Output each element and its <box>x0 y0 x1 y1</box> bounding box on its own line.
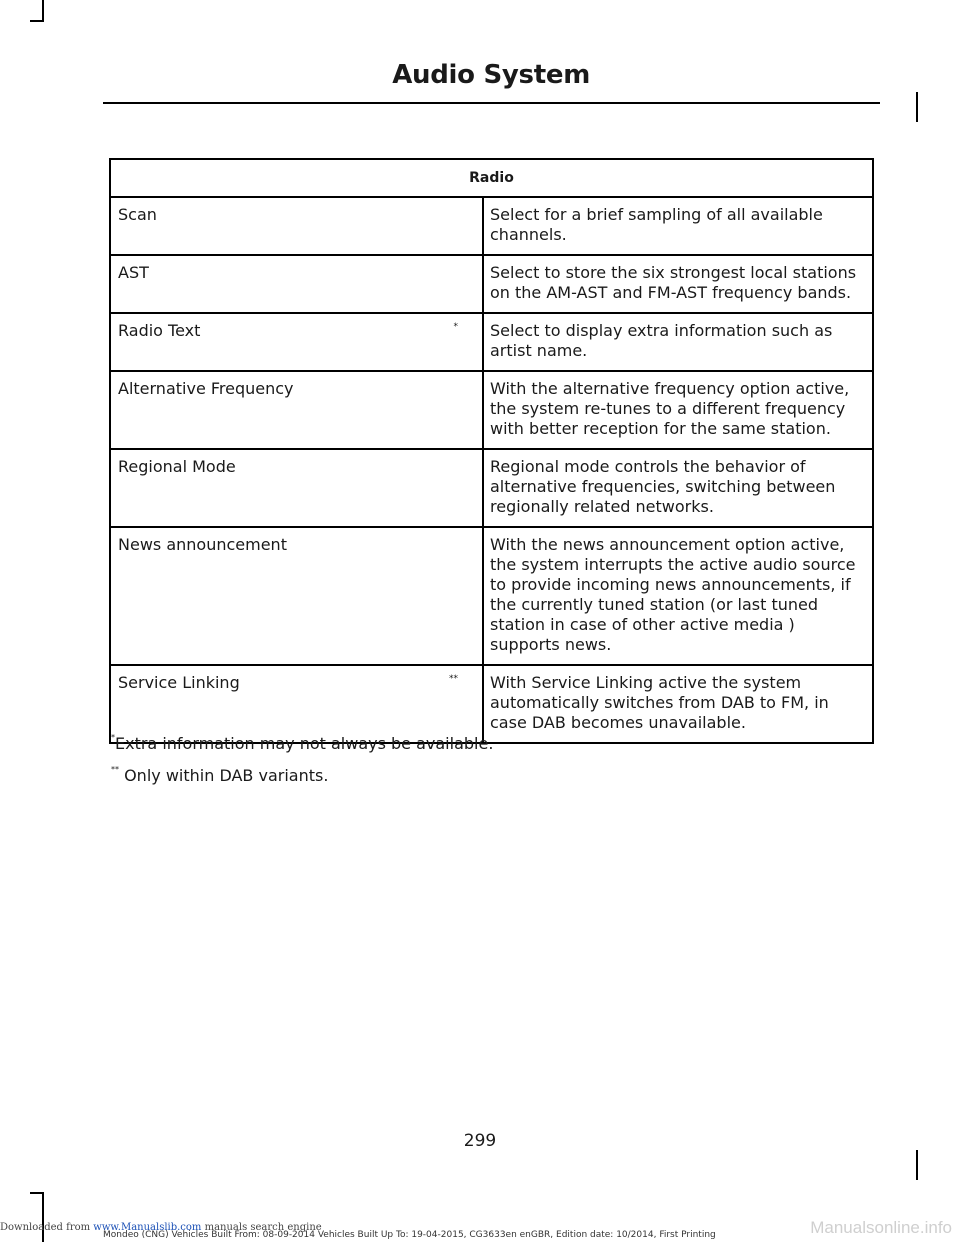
crop-mark <box>42 0 44 20</box>
description-cell: Regional mode controls the behavior of alternative frequencies, switching between regionally related networks. <box>483 449 873 527</box>
feature-mark <box>458 263 476 283</box>
feature-cell <box>110 449 483 527</box>
feature-name: Scan <box>118 205 157 224</box>
table-row <box>110 371 873 449</box>
description-cell: Select to store the six strongest local stations on the AM-AST and FM-AST frequency bands. <box>483 255 873 313</box>
feature-mark <box>458 379 476 399</box>
crop-mark <box>916 1150 918 1180</box>
feature-mark <box>458 205 476 225</box>
crop-mark <box>30 20 44 22</box>
description-cell: With Service Linking active the system automatically switches from DAB to FM, in case DAB becomes unavailable. <box>483 665 873 743</box>
feature-cell <box>110 371 483 449</box>
table-row <box>110 527 873 665</box>
table-row <box>110 197 873 255</box>
feature-mark: * <box>453 322 458 332</box>
feature-name: Alternative Frequency <box>118 379 294 398</box>
footnote-text: Extra information may not always be available. <box>115 734 494 753</box>
crop-mark <box>916 92 918 122</box>
feature-cell <box>110 313 483 371</box>
feature-name: AST <box>118 263 149 282</box>
table-row <box>110 665 873 743</box>
feature-mark <box>458 535 476 555</box>
table-row <box>110 449 873 527</box>
footnote-2 <box>111 766 328 786</box>
manualslib-link[interactable]: www.Manualslib.com <box>93 1222 202 1233</box>
header-divider <box>103 102 880 104</box>
table-heading: Radio <box>110 159 873 197</box>
footnote-text: Only within DAB variants. <box>119 766 329 785</box>
feature-name: Radio Text <box>118 321 201 340</box>
page-number: 299 <box>463 1131 497 1151</box>
download-suffix: manuals search engine <box>201 1222 322 1233</box>
footer-edition-text: Mondeo (CNG) Vehicles Built From: 08-09-2014 Vehicles Built Up To: 19-04-2015, CG3633en enGBR, Edition date: 10/2014, First Printing <box>103 1230 716 1240</box>
radio-feature-table <box>109 158 874 744</box>
feature-name: News announcement <box>118 535 287 554</box>
description-cell: Select to display extra information such as artist name. <box>483 313 873 371</box>
table-row <box>110 255 873 313</box>
feature-name: Regional Mode <box>118 457 236 476</box>
footnote-1 <box>111 734 493 754</box>
crop-mark <box>42 1192 44 1242</box>
watermark: Manualsonline.info <box>810 1218 952 1237</box>
feature-cell <box>110 197 483 255</box>
page-title: Audio System <box>392 60 590 90</box>
feature-name: Service Linking <box>118 673 240 692</box>
table-row <box>110 313 873 371</box>
crop-mark <box>30 1192 44 1194</box>
feature-cell <box>110 665 483 743</box>
feature-mark <box>458 457 476 477</box>
description-cell: Select for a brief sampling of all available channels. <box>483 197 873 255</box>
download-prefix: Downloaded from <box>0 1222 94 1233</box>
feature-cell <box>110 255 483 313</box>
footnote-mark: * <box>111 733 115 742</box>
description-cell: With the alternative frequency option active, the system re-tunes to a different frequency with better reception for the same station. <box>483 371 873 449</box>
description-cell: With the news announcement option active, the system interrupts the active audio source to provide incoming news announcements, if the currently tuned station (or last tuned station in case of other active media ) supports news. <box>483 527 873 665</box>
feature-mark: ** <box>449 674 458 684</box>
feature-cell <box>110 527 483 665</box>
footnote-mark: ** <box>111 765 119 774</box>
